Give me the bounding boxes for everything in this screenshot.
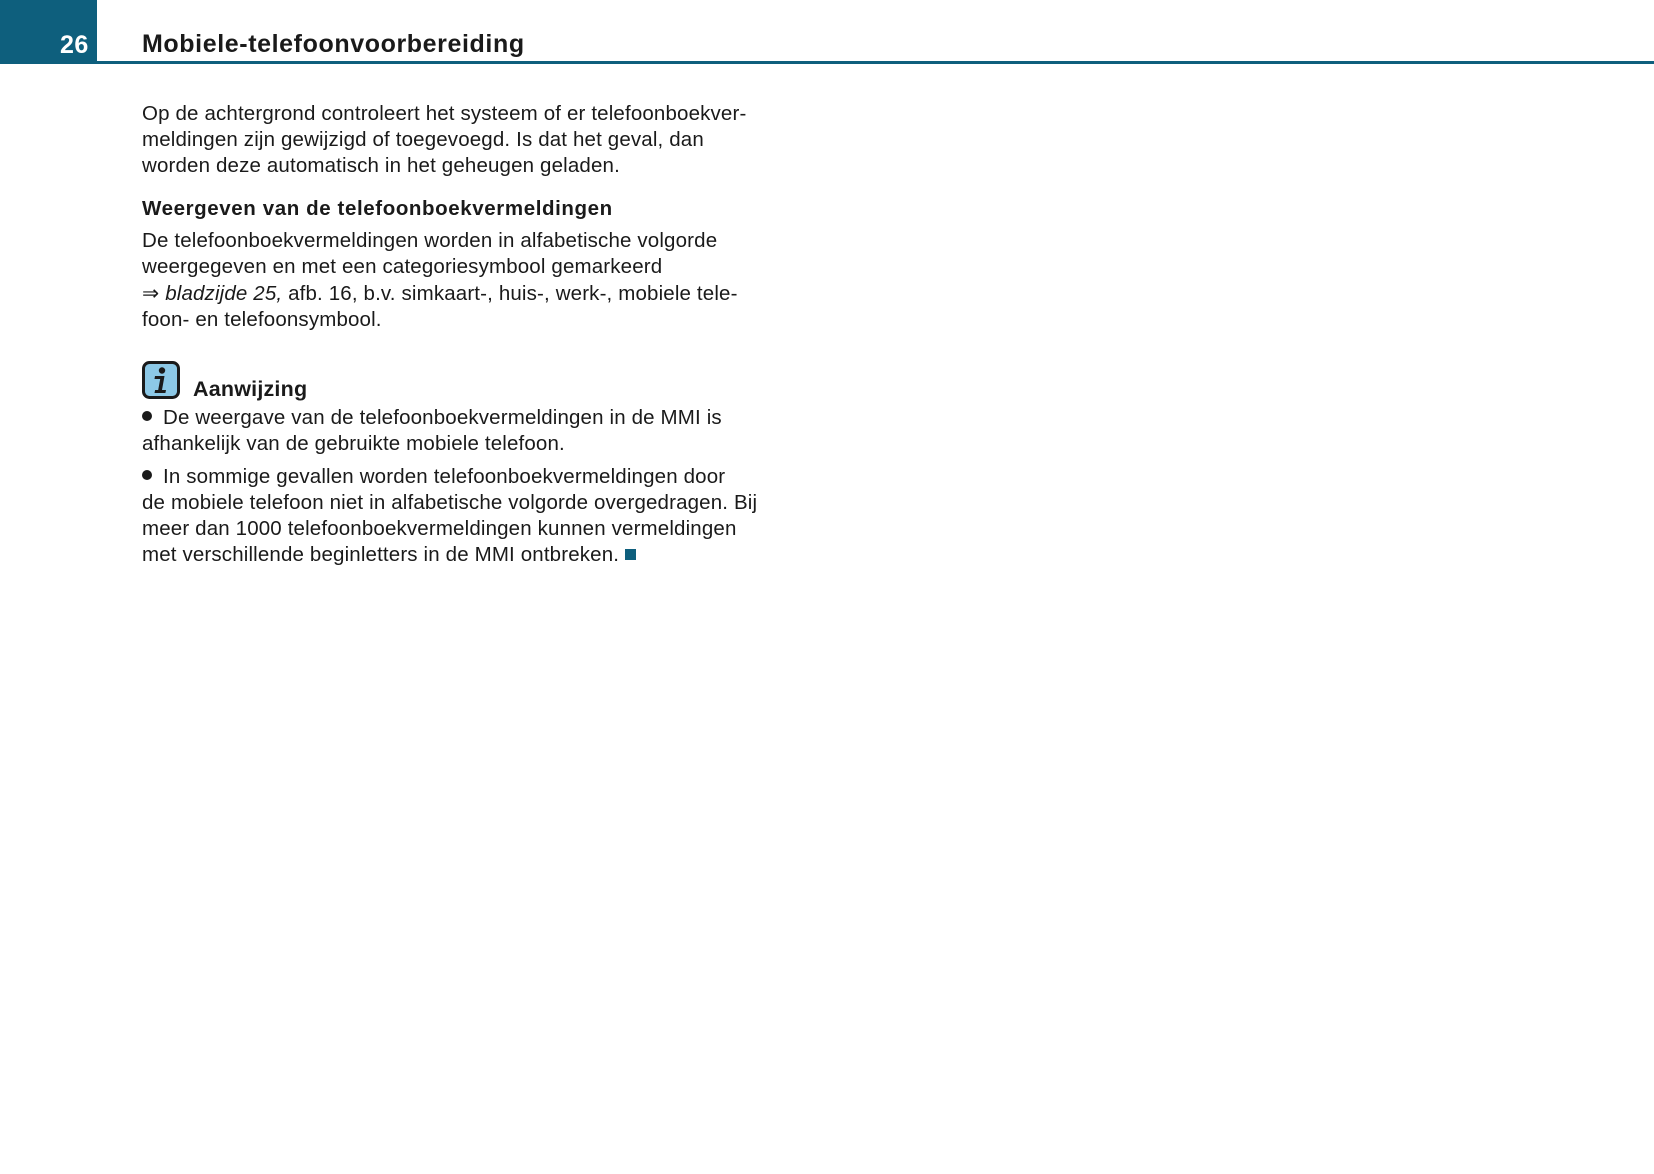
section-title: Mobiele-telefoonvoorbereiding [142, 30, 525, 58]
end-of-section-square-icon [625, 549, 636, 560]
intro-paragraph [142, 101, 802, 179]
content-column [142, 101, 802, 568]
bullet-line: afhankelijk van de gebruikte mobiele telefoon. [142, 432, 565, 455]
paragraph-line: foon- en telefoonsymbool. [142, 308, 382, 331]
bullet-icon [142, 470, 152, 480]
bullet-text: In sommige gevallen worden telefoonboekvermeldingen door [163, 465, 726, 488]
bullet-text: met verschillende beginletters in de MMI ontbreken. [142, 543, 620, 566]
reference-text: afb. 16, b.v. simkaart-, huis-, werk-, mobiele tele- [282, 282, 738, 305]
display-section-paragraph [142, 228, 802, 333]
intro-line: meldingen zijn gewijzigd of toegevoegd. Is dat het geval, dan [142, 128, 704, 151]
bullet-line: meer dan 1000 telefoonboekvermeldingen kunnen vermeldingen [142, 517, 737, 540]
info-icon [142, 361, 180, 399]
intro-line: worden deze automatisch in het geheugen geladen. [142, 154, 620, 177]
page-number: 26 [60, 31, 89, 59]
paragraph-line: weergegeven en met een categoriesymbool gemarkeerd [142, 255, 663, 278]
bullet-text: De weergave van de telefoonboekvermeldingen in de MMI is [163, 406, 722, 429]
note-bullet-item [142, 464, 802, 568]
page-reference-link[interactable]: bladzijde 25, [165, 282, 283, 305]
bullet-line [142, 464, 802, 490]
cross-reference-line [142, 280, 802, 307]
bullet-line [142, 542, 802, 568]
display-section-heading: Weergeven van de telefoonboekvermeldingen [142, 197, 613, 220]
note-header [142, 361, 802, 405]
paragraph-line: De telefoonboekvermeldingen worden in alfabetische volgorde [142, 229, 718, 252]
bullet-icon [142, 411, 152, 421]
intro-line: Op de achtergrond controleert het systeem of er telefoonboekver- [142, 102, 747, 125]
bullet-line: de mobiele telefoon niet in alfabetische volgorde overgedragen. Bij [142, 491, 758, 514]
bullet-line [142, 405, 802, 431]
note-bullet-item [142, 405, 802, 457]
header-rule [97, 61, 1654, 64]
note-title: Aanwijzing [193, 377, 308, 401]
reference-arrow-icon: ⇒ [142, 281, 160, 305]
